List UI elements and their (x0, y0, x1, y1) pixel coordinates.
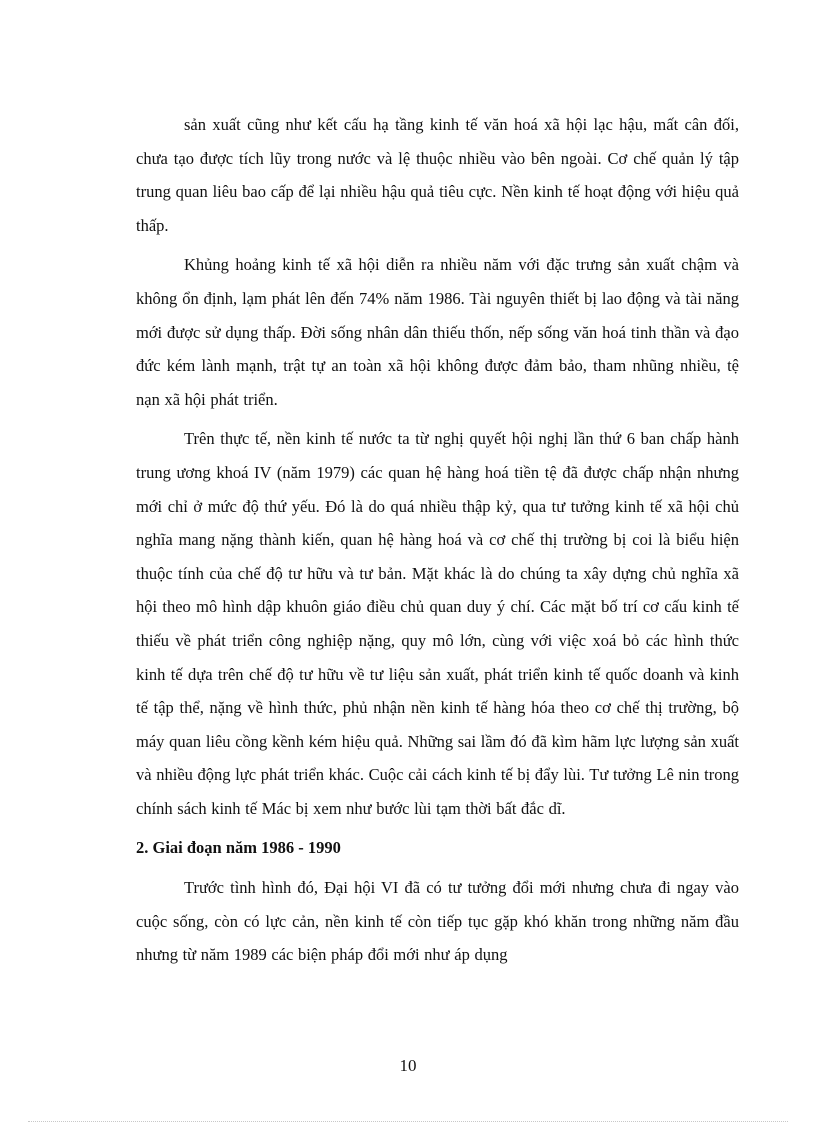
page-content (136, 108, 739, 978)
paragraph: Trước tình hình đó, Đại hội VI đã có tư tưởng đổi mới nhưng chưa đi ngay vào cuộc sống, còn có lực cản, nền kinh tế còn tiếp tục gặp khó khăn trong những năm đầu nhưng từ năm 1989 các biện pháp đổi mới như áp dụng (136, 878, 739, 965)
paragraph: sản xuất cũng như kết cấu hạ tầng kinh tế văn hoá xã hội lạc hậu, mất cân đối, chưa tạo được tích lũy trong nước và lệ thuộc nhiều vào bên ngoài. Cơ chế quản lý tập trung quan liêu bao cấp để lại nhiều hậu quả tiêu cực. Nền kinh tế hoạt động với hiệu quả thấp. (136, 115, 739, 235)
page-number: 10 (399, 1056, 417, 1075)
footer-divider (28, 1121, 788, 1122)
paragraph: Trên thực tế, nền kinh tế nước ta từ nghị quyết hội nghị lần thứ 6 ban chấp hành trung ương khoá IV (năm 1979) các quan hệ hàng hoá tiền tệ đã được chấp nhận nhưng mới chỉ ở mức độ thứ yếu. Đó là do quá nhiều thập kỷ, qua tư tưởng kinh tế xã hội chủ nghĩa mang nặng thành kiến, quan hệ hàng hoá và cơ chế thị trường bị coi là biểu hiện thuộc tính của chế độ tư hữu và tư bản. Mặt khác là do chúng ta xây dựng chủ nghĩa xã hội theo mô hình dập khuôn giáo điều chủ quan duy ý chí. Các mặt bố trí cơ cấu kinh tế thiếu về phát triển công nghiệp nặng, quy mô lớn, cùng với việc xoá bỏ các hình thức kinh tế dựa trên chế độ tư hữu về tư liệu sản xuất, phát triển kinh tế quốc doanh và kinh tế tập thể, nặng về hình thức, phủ nhận nền kinh tế hàng hóa theo cơ chế thị trường, bộ máy quan liêu cồng kềnh kém hiệu quả. Những sai lầm đó đã kìm hãm lực lượng sản xuất và nhiều động lực phát triển khác. Cuộc cải cách kinh tế bị đẩy lùi. Tư tưởng Lê nin trong chính sách kinh tế Mác bị xem như bước lùi tạm thời bất đắc dĩ. (136, 429, 739, 818)
paragraph: Khủng hoảng kinh tế xã hội diễn ra nhiều năm với đặc trưng sản xuất chậm và không ổn định, lạm phát lên đến 74% năm 1986. Tài nguyên thiết bị lao động và tài năng mới được sử dụng thấp. Đời sống nhân dân thiếu thốn, nếp sống văn hoá tinh thần và đạo đức kém lành mạnh, trật tự an toàn xã hội không được đảm bảo, tham nhũng nhiều, tệ nạn xã hội phát triển. (136, 255, 739, 409)
section-heading: 2. Giai đoạn năm 1986 - 1990 (136, 838, 341, 858)
